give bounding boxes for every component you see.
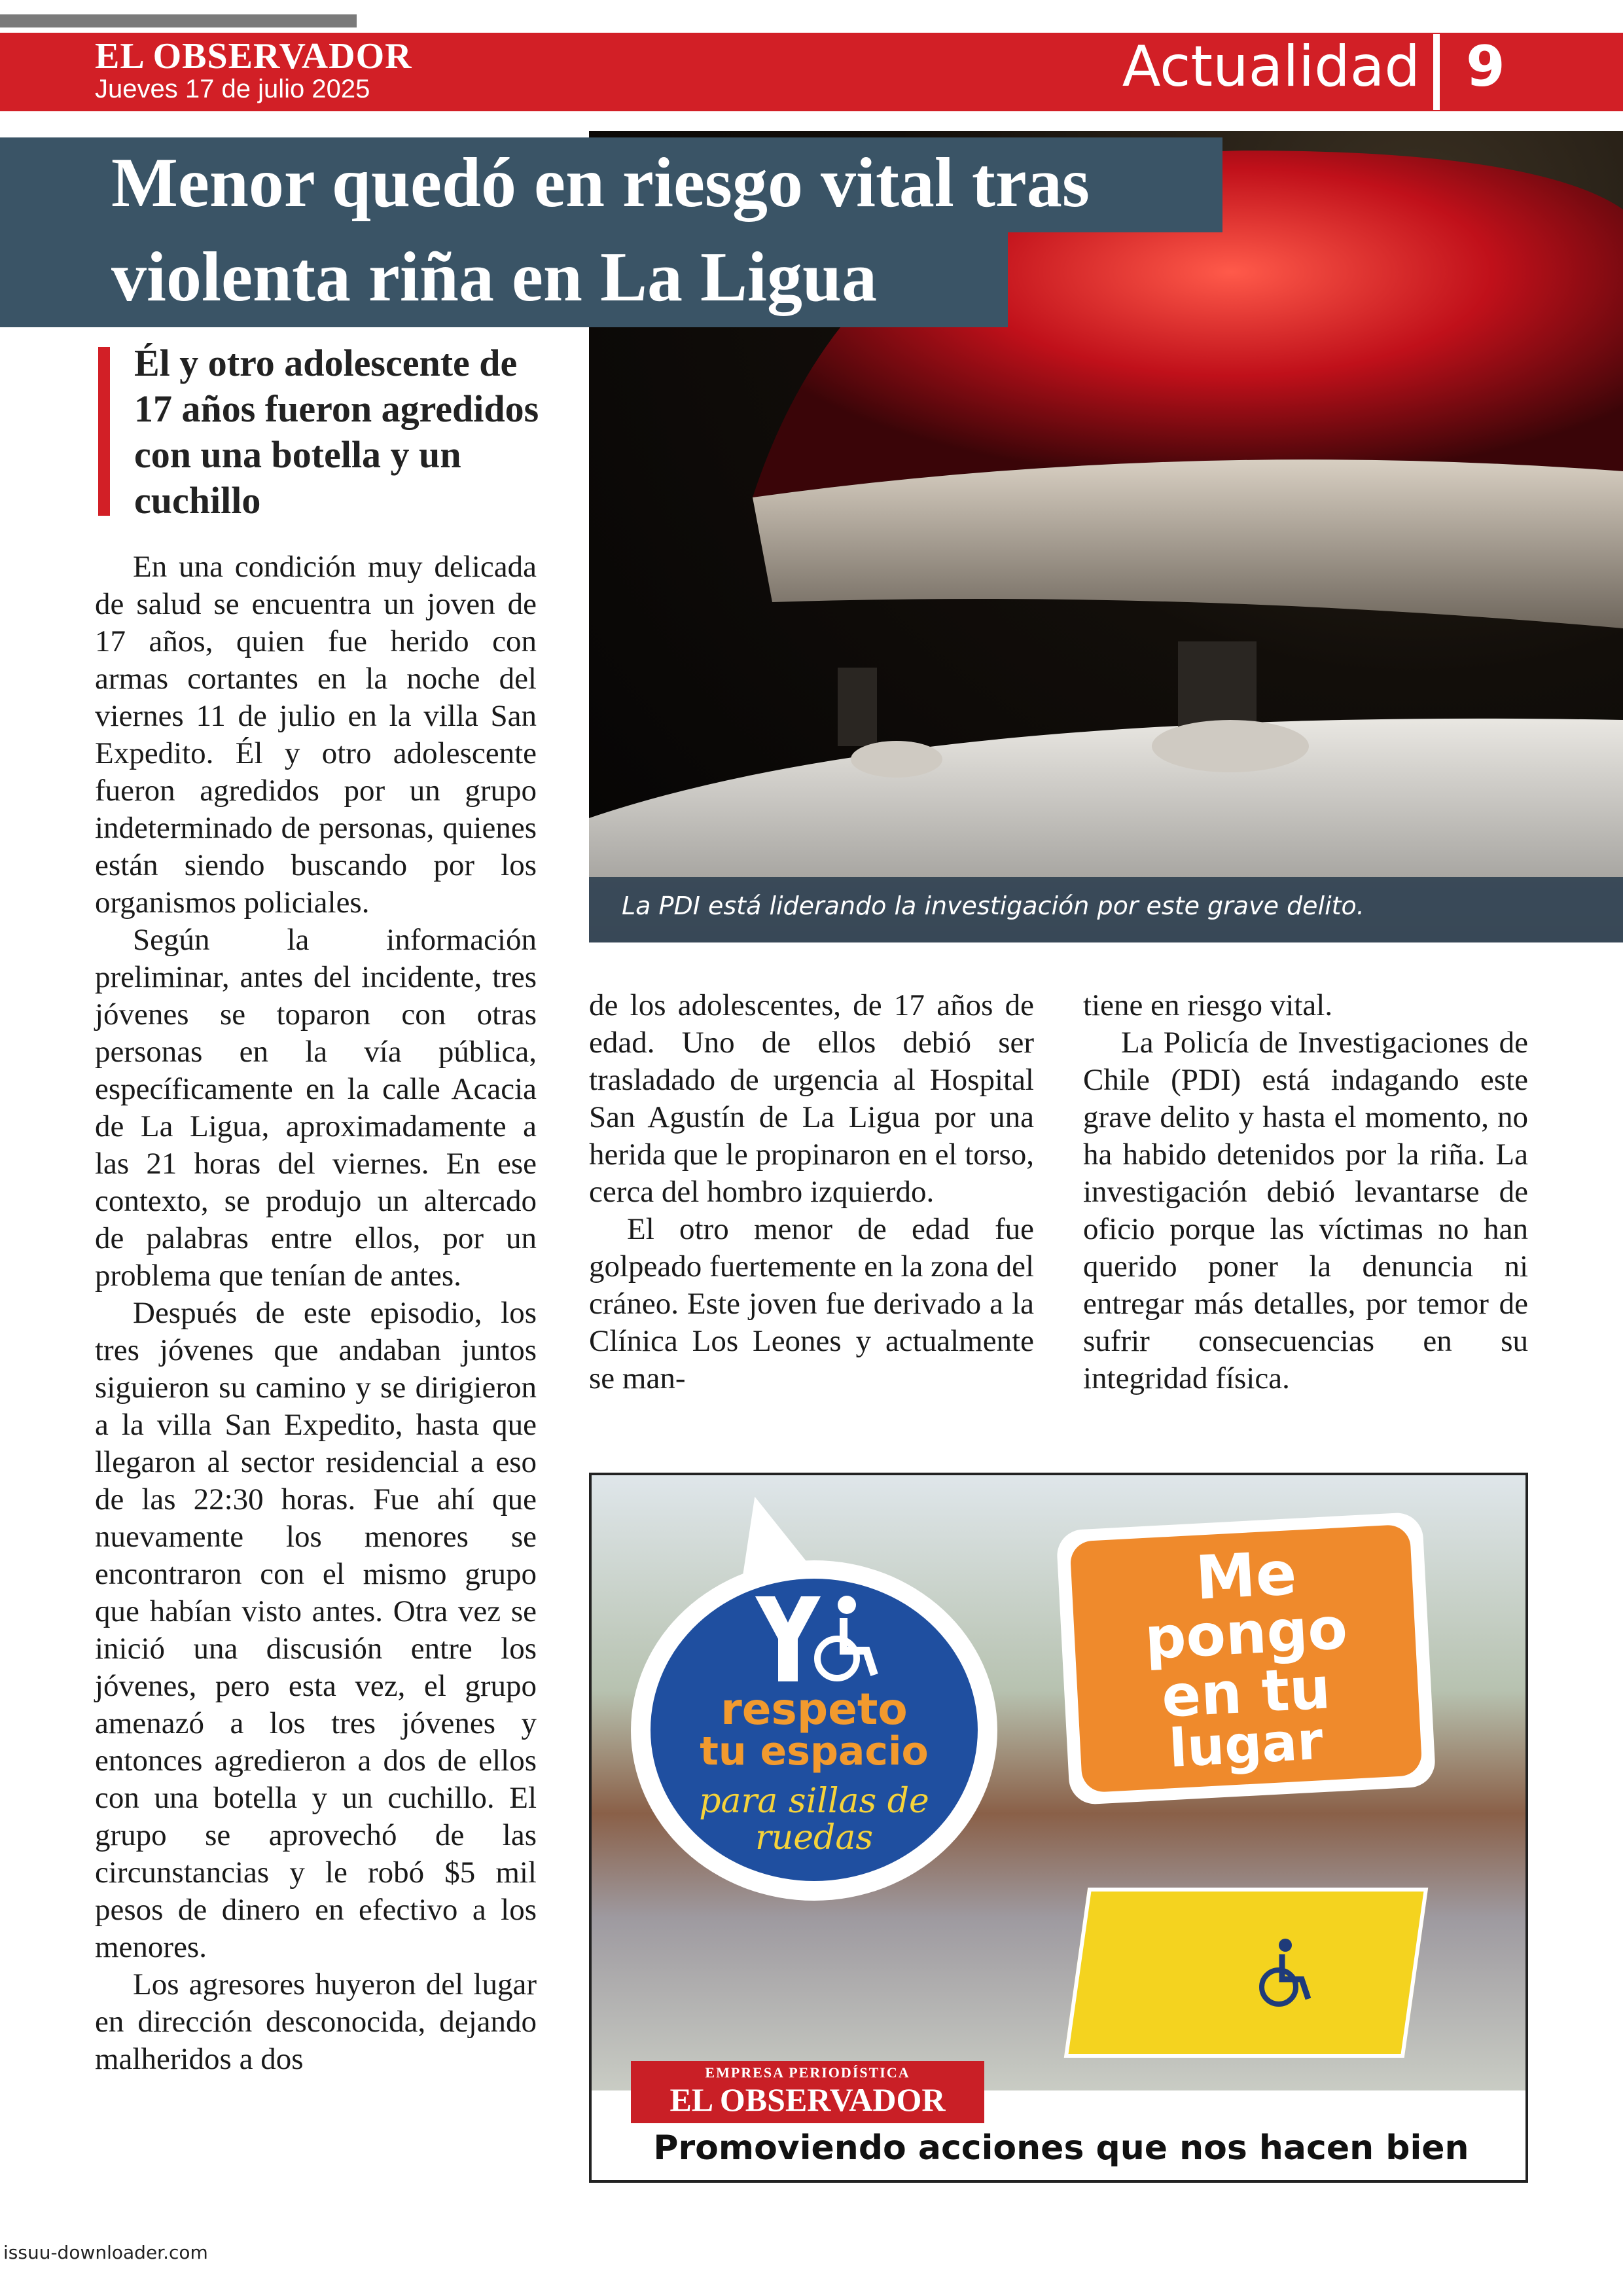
paragraph: Según la información preliminar, antes del incidente, tres jóvenes se toparon con otras personas en la vía pública, específicamente en la calle Acacia de La Ligua, aproximadamente a las 21 horas del viernes. En ese contexto, se produjo un altercado de palabras entre ellos, por un problema que tenían de antes. <box>95 923 537 1293</box>
photo-caption: La PDI está liderando la investigación por este grave delito. <box>622 891 1364 920</box>
section-name: Actualidad <box>1122 34 1420 99</box>
paragraph: Después de este episodio, los tres jóvenes que andaban juntos siguieron su camino y se dirigieron a la villa San Expedito, hasta que llegaron al sector residencial a eso de las 22:30 horas. Fue ahí que nuevamente los menores se encontraron con el mismo grupo que habían visto antes. Otra vez se inició una discusión entre los jóvenes, pero esta vez, el grupo amenazó a los tres jóvenes y entonces agredieron a dos de ellos con una botella y un cuchillo. El grupo se aprovechó de las circunstancias y le robó $5 mil pesos de dinero en efectivo a los menores. <box>95 1296 537 1964</box>
newspaper-brand: EL OBSERVADOR <box>95 36 412 77</box>
body-column-3 <box>1083 987 1528 1397</box>
bubble-text-sillas: para sillas de ruedas <box>699 1782 929 1857</box>
page-number: 9 <box>1466 34 1505 99</box>
body-column-1 <box>95 548 537 2078</box>
ad-logo: EL OBSERVADOR <box>669 2081 946 2118</box>
ad-slogan: Promoviendo acciones que nos hacen bien <box>653 2128 1469 2168</box>
subtitle: Él y otro adolescente de 17 años fueron agredidos con una botella y un cuchillo <box>134 342 539 522</box>
subtitle-accent-bar <box>98 347 110 516</box>
issue-date: Jueves 17 de julio 2025 <box>95 75 370 103</box>
paragraph: En una condición muy delicada de salud se encuentra un joven de 17 años, quien fue herido con armas cortantes en la noche del viernes 11 de julio en la villa San Expedito. Él y otro adolescente fueron agredidos por un grupo indeterminado de personas, quienes están siendo buscando por los organismos policiales. <box>95 550 537 920</box>
orange-text-en-tu: en tu <box>1160 1654 1332 1731</box>
header-top-rule <box>0 14 357 27</box>
paragraph: El otro menor de edad fue golpeado fuertemente en la zona del cráneo. Este joven fue derivado a la Clínica Los Leones y actualmente se man- <box>589 1212 1034 1395</box>
paragraph: Los agresores huyeron del lugar en dirección desconocida, dejando malheridos a dos <box>95 1967 537 2076</box>
orange-text-me: Me <box>1194 1538 1298 1613</box>
advertisement <box>589 1473 1528 2183</box>
paragraph: de los adolescentes, de 17 años de edad. Uno de ellos debió ser trasladado de urgencia al Hospital San Agustín de La Ligua por una herida que le propinaron en el torso, cerca del hombro izquierdo. <box>589 988 1034 1209</box>
y-wheelchair-icon <box>749 1593 880 1685</box>
bubble-text-tu-espacio: tu espacio <box>700 1729 929 1774</box>
bubble-text-respeto: respeto <box>721 1684 908 1734</box>
watermark: issuu-downloader.com <box>3 2242 208 2263</box>
headline-line1: Menor quedó en riesgo vital tras <box>111 144 1090 222</box>
body-column-2 <box>589 987 1034 1397</box>
orange-text-pongo: pongo <box>1143 1594 1349 1673</box>
paragraph: tiene en riesgo vital. <box>1083 988 1333 1022</box>
headline-line2: violenta riña en La Ligua <box>111 238 878 316</box>
orange-text-lugar: lugar <box>1168 1710 1325 1780</box>
ad-logo-tagline: EMPRESA PERIODÍSTICA <box>705 2064 910 2081</box>
wheelchair-icon <box>1246 1933 1325 2012</box>
header-divider <box>1433 34 1440 110</box>
paragraph: La Policía de Investigaciones de Chile (PDI) está indagando este grave delito y hasta el momento, no ha habido detenidos por la riña. La investigación debió levantarse de oficio porque las víctimas no han querido poner la denuncia ni entregar más detalles, por temor de sufrir consecuencias en su integridad física. <box>1083 1026 1528 1395</box>
